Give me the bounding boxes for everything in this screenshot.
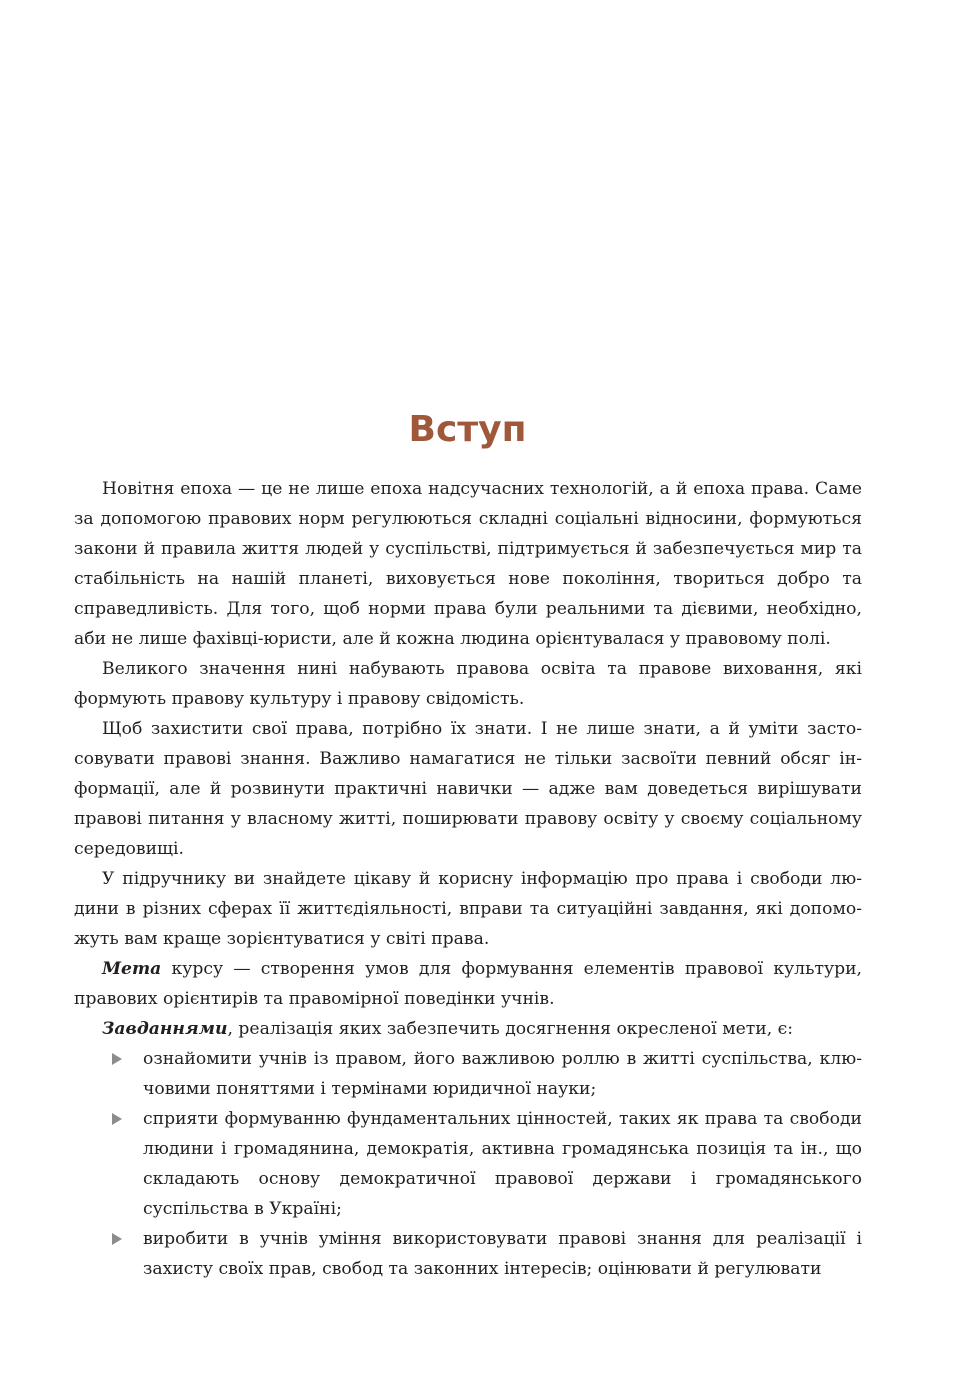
triangle-bullet-icon [112,1233,122,1245]
list-item [143,1224,862,1284]
paragraph-1: Новітня епоха — це не лише епоха надсучасних технологій, а й епоха права. Саме за допомогою правових норм регулюються складні соціальні відносини, формуються закони й правила життя людей у суспільстві, підтримується й забезпечується мир та стабільність на нашій планеті, виховується нове покоління, твориться добро та справедливість. Для того, щоб норми права були реальними та дієвими, необхідно, аби не лише фахівці-юристи, але й кожна людина орієнтувалася у правовому полі. [74,479,862,649]
list-item-text: виробити в учнів уміння використовувати правові знання для реалізації і захисту своїх прав, свобод та законних інтересів; оцінювати й регулювати [143,1229,862,1279]
intro-text [74,474,862,1284]
tasks-text: , реалізація яких забезпечить досягнення окресленої мети, є: [227,1019,794,1039]
tasks-list [74,1044,862,1284]
paragraph-2: Великого значення нині набувають правова освіта та правове виховання, які формують правову культуру і правову свідомість. [74,659,862,709]
triangle-bullet-icon [112,1113,122,1125]
triangle-bullet-icon [112,1053,122,1065]
page-title: Вступ [408,409,527,450]
goal-paragraph [74,954,862,1014]
goal-text: курсу — створення умов для формування елементів правової культури, правових орієнтирів та правомірної поведінки учнів. [74,959,862,1009]
goal-term: Мета [102,959,162,979]
list-item-text: ознайомити учнів із правом, його важливою роллю в житті суспільства, ключовими поняттями і термінами юридичної науки; [143,1049,862,1099]
tasks-paragraph [74,1014,862,1044]
list-item [143,1044,862,1104]
list-item-text: сприяти формуванню фундаментальних цінностей, таких як права та свободи людини і громадянина, демократія, активна громадянська позиція та ін., що складають основу демократичної правової держави і громадянського суспільства в Україні; [143,1109,862,1219]
tasks-term: Завданнями [102,1019,228,1039]
paragraph-3: Щоб захистити свої права, потрібно їх знати. І не лише знати, а й уміти застосовувати правові знання. Важливо намагатися не тільки засвоїти певний обсяг інформації, але й розвинути практичні навички — адже вам доведеться вирішувати правові питання у власному житті, поширювати правову освіту у своєму соціальному середовищі. [74,719,862,859]
list-item [143,1104,862,1224]
paragraph-4: У підручнику ви знайдете цікаву й корисну інформацію про права і свободи людини в різних сферах її життєдіяльності, вправи та ситуаційні завдання, які допоможуть вам краще зорієнтуватися у світі права. [74,869,862,949]
